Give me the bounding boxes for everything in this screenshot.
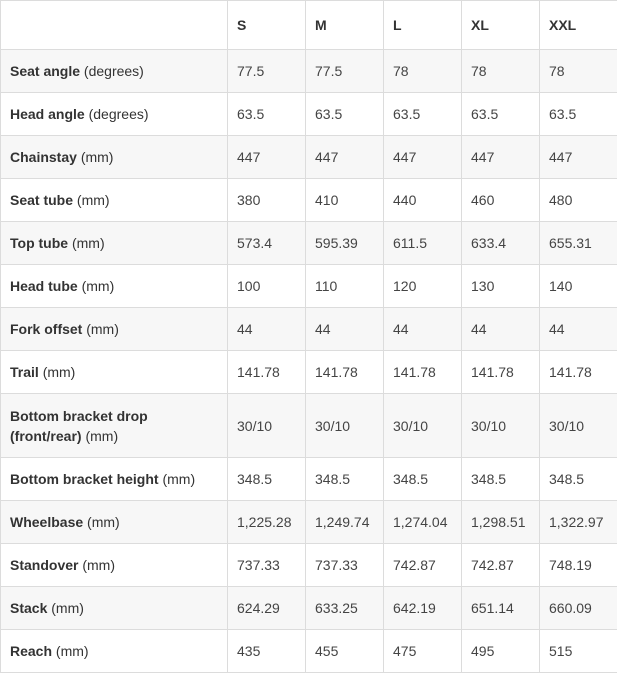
cell-xl: 30/10 bbox=[462, 394, 540, 458]
row-label bbox=[1, 93, 228, 136]
table-body bbox=[1, 50, 617, 673]
cell-xl: 495 bbox=[462, 630, 540, 673]
row-label bbox=[1, 544, 228, 587]
row-label bbox=[1, 136, 228, 179]
metric-name: Standover bbox=[10, 557, 78, 573]
cell-xxl: 141.78 bbox=[540, 351, 617, 394]
cell-l: 475 bbox=[384, 630, 462, 673]
cell-s: 141.78 bbox=[228, 351, 306, 394]
cell-s: 100 bbox=[228, 265, 306, 308]
cell-xxl: 63.5 bbox=[540, 93, 617, 136]
cell-m: 348.5 bbox=[306, 458, 384, 501]
cell-l: 141.78 bbox=[384, 351, 462, 394]
table-row bbox=[1, 50, 617, 93]
metric-unit: (mm) bbox=[86, 321, 119, 337]
cell-s: 348.5 bbox=[228, 458, 306, 501]
table-row bbox=[1, 351, 617, 394]
table-row bbox=[1, 630, 617, 673]
cell-xl: 633.4 bbox=[462, 222, 540, 265]
metric-name: Stack bbox=[10, 600, 47, 616]
cell-s: 1,225.28 bbox=[228, 501, 306, 544]
cell-xl: 447 bbox=[462, 136, 540, 179]
row-label bbox=[1, 308, 228, 351]
metric-name: Wheelbase bbox=[10, 514, 83, 530]
column-header-l: L bbox=[384, 1, 462, 50]
cell-xl: 44 bbox=[462, 308, 540, 351]
cell-s: 77.5 bbox=[228, 50, 306, 93]
cell-xxl: 348.5 bbox=[540, 458, 617, 501]
cell-xl: 348.5 bbox=[462, 458, 540, 501]
table-row bbox=[1, 308, 617, 351]
cell-l: 1,274.04 bbox=[384, 501, 462, 544]
table-row bbox=[1, 458, 617, 501]
metric-name: Reach bbox=[10, 643, 52, 659]
cell-s: 44 bbox=[228, 308, 306, 351]
metric-name: Fork offset bbox=[10, 321, 82, 337]
metric-name: Seat angle bbox=[10, 63, 80, 79]
metric-name: Bottom bracket drop (front/rear) bbox=[10, 408, 148, 444]
cell-xxl: 748.19 bbox=[540, 544, 617, 587]
cell-m: 141.78 bbox=[306, 351, 384, 394]
cell-xl: 63.5 bbox=[462, 93, 540, 136]
cell-xl: 130 bbox=[462, 265, 540, 308]
table-row bbox=[1, 93, 617, 136]
cell-l: 44 bbox=[384, 308, 462, 351]
cell-xl: 742.87 bbox=[462, 544, 540, 587]
cell-m: 1,249.74 bbox=[306, 501, 384, 544]
table-row bbox=[1, 587, 617, 630]
table-row bbox=[1, 136, 617, 179]
metric-unit: (mm) bbox=[72, 235, 105, 251]
cell-s: 63.5 bbox=[228, 93, 306, 136]
cell-xxl: 78 bbox=[540, 50, 617, 93]
metric-name: Bottom bracket height bbox=[10, 471, 159, 487]
cell-xxl: 1,322.97 bbox=[540, 501, 617, 544]
column-header-xxl: XXL bbox=[540, 1, 617, 50]
cell-xxl: 447 bbox=[540, 136, 617, 179]
cell-xl: 651.14 bbox=[462, 587, 540, 630]
cell-l: 348.5 bbox=[384, 458, 462, 501]
metric-name: Seat tube bbox=[10, 192, 73, 208]
row-label bbox=[1, 222, 228, 265]
metric-unit: (degrees) bbox=[84, 63, 144, 79]
metric-unit: (mm) bbox=[56, 643, 89, 659]
table-row bbox=[1, 501, 617, 544]
column-header-s: S bbox=[228, 1, 306, 50]
metric-name: Top tube bbox=[10, 235, 68, 251]
cell-m: 595.39 bbox=[306, 222, 384, 265]
cell-l: 63.5 bbox=[384, 93, 462, 136]
row-label bbox=[1, 501, 228, 544]
cell-l: 30/10 bbox=[384, 394, 462, 458]
cell-l: 78 bbox=[384, 50, 462, 93]
cell-xl: 460 bbox=[462, 179, 540, 222]
metric-unit: (mm) bbox=[85, 428, 118, 444]
cell-s: 624.29 bbox=[228, 587, 306, 630]
table-row bbox=[1, 179, 617, 222]
cell-xl: 1,298.51 bbox=[462, 501, 540, 544]
cell-s: 435 bbox=[228, 630, 306, 673]
cell-l: 120 bbox=[384, 265, 462, 308]
cell-m: 410 bbox=[306, 179, 384, 222]
column-header-xl: XL bbox=[462, 1, 540, 50]
metric-unit: (mm) bbox=[82, 278, 115, 294]
cell-xxl: 480 bbox=[540, 179, 617, 222]
row-label bbox=[1, 179, 228, 222]
metric-name: Chainstay bbox=[10, 149, 77, 165]
row-label bbox=[1, 351, 228, 394]
row-label bbox=[1, 458, 228, 501]
metric-unit: (mm) bbox=[77, 192, 110, 208]
cell-s: 380 bbox=[228, 179, 306, 222]
cell-m: 110 bbox=[306, 265, 384, 308]
row-label bbox=[1, 587, 228, 630]
cell-m: 63.5 bbox=[306, 93, 384, 136]
row-label bbox=[1, 630, 228, 673]
row-label bbox=[1, 394, 228, 458]
cell-m: 455 bbox=[306, 630, 384, 673]
metric-unit: (mm) bbox=[51, 600, 84, 616]
cell-m: 737.33 bbox=[306, 544, 384, 587]
column-header-empty bbox=[1, 1, 228, 50]
metric-name: Head angle bbox=[10, 106, 85, 122]
cell-l: 611.5 bbox=[384, 222, 462, 265]
cell-s: 737.33 bbox=[228, 544, 306, 587]
cell-m: 77.5 bbox=[306, 50, 384, 93]
header-row bbox=[1, 1, 617, 50]
cell-xxl: 30/10 bbox=[540, 394, 617, 458]
table-row bbox=[1, 265, 617, 308]
cell-m: 633.25 bbox=[306, 587, 384, 630]
metric-unit: (mm) bbox=[82, 557, 115, 573]
cell-m: 30/10 bbox=[306, 394, 384, 458]
column-header-m: M bbox=[306, 1, 384, 50]
cell-l: 447 bbox=[384, 136, 462, 179]
row-label bbox=[1, 265, 228, 308]
table-row bbox=[1, 222, 617, 265]
cell-s: 447 bbox=[228, 136, 306, 179]
cell-s: 573.4 bbox=[228, 222, 306, 265]
cell-l: 440 bbox=[384, 179, 462, 222]
metric-name: Trail bbox=[10, 364, 39, 380]
metric-unit: (mm) bbox=[81, 149, 114, 165]
row-label bbox=[1, 50, 228, 93]
cell-l: 742.87 bbox=[384, 544, 462, 587]
cell-m: 447 bbox=[306, 136, 384, 179]
metric-unit: (mm) bbox=[162, 471, 195, 487]
metric-unit: (degrees) bbox=[89, 106, 149, 122]
cell-xxl: 140 bbox=[540, 265, 617, 308]
metric-unit: (mm) bbox=[43, 364, 76, 380]
cell-xxl: 655.31 bbox=[540, 222, 617, 265]
cell-m: 44 bbox=[306, 308, 384, 351]
cell-xl: 141.78 bbox=[462, 351, 540, 394]
cell-l: 642.19 bbox=[384, 587, 462, 630]
cell-xxl: 515 bbox=[540, 630, 617, 673]
table-row bbox=[1, 544, 617, 587]
cell-xxl: 44 bbox=[540, 308, 617, 351]
metric-name: Head tube bbox=[10, 278, 78, 294]
table-row bbox=[1, 394, 617, 458]
cell-s: 30/10 bbox=[228, 394, 306, 458]
cell-xl: 78 bbox=[462, 50, 540, 93]
metric-unit: (mm) bbox=[87, 514, 120, 530]
cell-xxl: 660.09 bbox=[540, 587, 617, 630]
